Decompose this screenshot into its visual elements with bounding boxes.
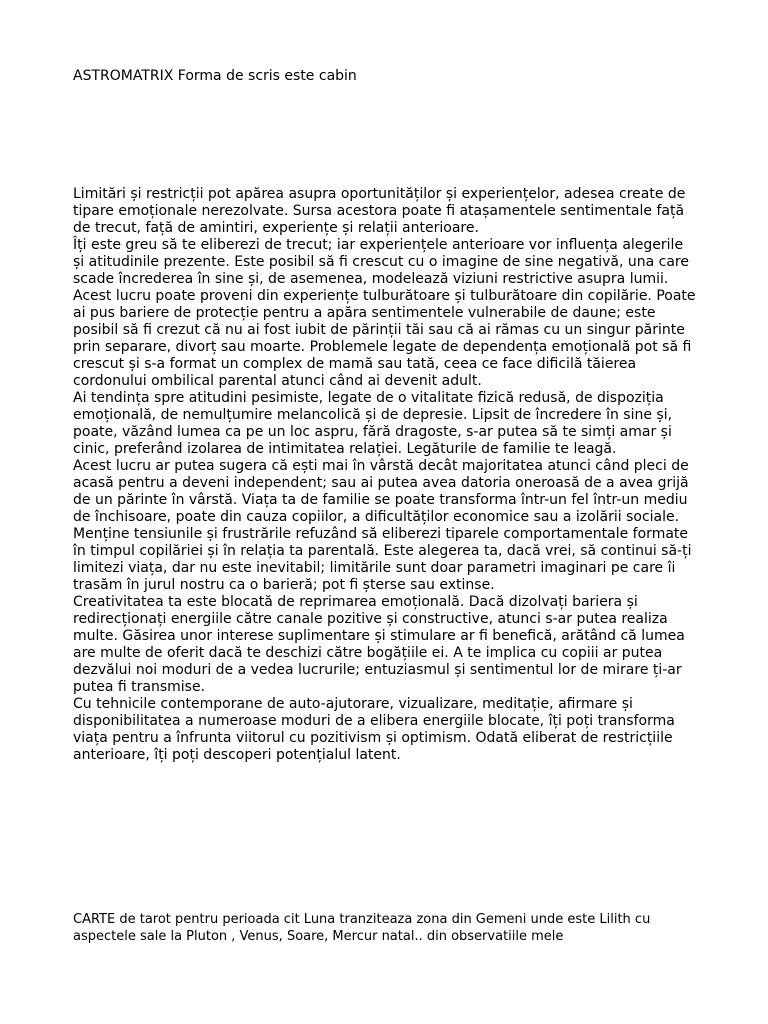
paragraph: Ai tendința spre atitudini pesimiste, legate de o vitalitate fizică redusă, de dispoziția emoțională, de nemulțumire melancolică și de depresie. Lipsit de încredere în sine și, poate, văzând lumea ca pe un loc aspru, fără dragoste, s-ar putea să te simți amar și cinic, preferând izolarea de intimitatea relației. Legăturile de familie te leagă. xyxy=(73,390,673,457)
document-body xyxy=(73,186,698,764)
document-footer-note: CARTE de tarot pentru perioada cit Luna tranziteaza zona din Gemeni unde este Lilith cu aspectele sale la Pluton , Venus, Soare, Mercur natal.. din observatiile mele xyxy=(73,912,651,944)
paragraph: Acest lucru ar putea sugera că ești mai în vârstă decât majoritatea atunci când pleci de acasă pentru a deveni independent; sau ai putea avea datoria oneroasă de a avea grijă de un părinte în vârstă. Viața ta de familie se poate transforma într-un fel într-un mediu de închisoare, poate din cauza copiilor, a dificultăților economice sau a izolării sociale. Menține tensiunile și frustrările refuzând să eliberezi tiparele comportamentale formate în timpul copilăriei și în relația ta parentală. Este alegerea ta, dacă vrei, să continui să-ți limitezi viața, dar nu este inevitabil; limitările sunt doar parametri imaginari pe care îi trasăm în jurul nostru ca o barieră; pot fi șterse sau extinse. xyxy=(73,458,692,593)
paragraph: Cu tehnicile contemporane de auto-ajutorare, vizualizare, meditație, afirmare și disponibilitatea a numeroase moduri de a elibera energiile blocate, îți poți transforma viața pentru a înfrunta viitorul cu pozitivism și optimism. Odată eliberat de restricțiile anterioare, îți poți descoperi potențialul latent. xyxy=(73,696,675,763)
document-title: ASTROMATRIX Forma de scris este cabin xyxy=(73,68,357,84)
paragraph: Limitări și restricții pot apărea asupra oportunităților și experiențelor, adesea create de tipare emoționale nerezolvate. Sursa acestora poate fi atașamentele sentimentale față de trecut, față de amintiri, experiențe și relații anterioare. xyxy=(73,186,686,236)
paragraph: Creativitatea ta este blocată de reprimarea emoțională. Dacă dizolvați bariera și redirecționați energiile către canale pozitive și constructive, atunci s-ar putea realiza multe. Găsirea unor interese suplimentare și stimulare ar fi benefică, arătând că lumea are multe de oferit dacă te deschizi către bogățiile ei. A te implica cu copiii ar putea dezvălui noi moduri de a vedea lucrurile; entuziasmul și sentimentul lor de mirare ți-ar putea fi transmise. xyxy=(73,594,685,695)
paragraph: Îți este greu să te eliberezi de trecut; iar experiențele anterioare vor influența alegerile și atitudinile prezente. Este posibil să fi crescut cu o imagine de sine negativă, una care scade încrederea în sine și, de asemenea, modelează viziuni restrictive asupra lumii. Acest lucru poate proveni din experiențe tulburătoare și tulburătoare din copilărie. Poate ai pus bariere de protecție pentru a apăra sentimentele vulnerabile de daune; este posibil să fi crezut că nu ai fost iubit de părinții tăi sau că ai rămas cu un singur părinte prin separare, divorț sau moarte. Problemele legate de dependența emoțională pot să fi crescut și s-a format un complex de mamă sau tată, ceea ce face dificilă tăierea cordonului ombilical parental atunci când ai devenit adult. xyxy=(73,237,696,389)
